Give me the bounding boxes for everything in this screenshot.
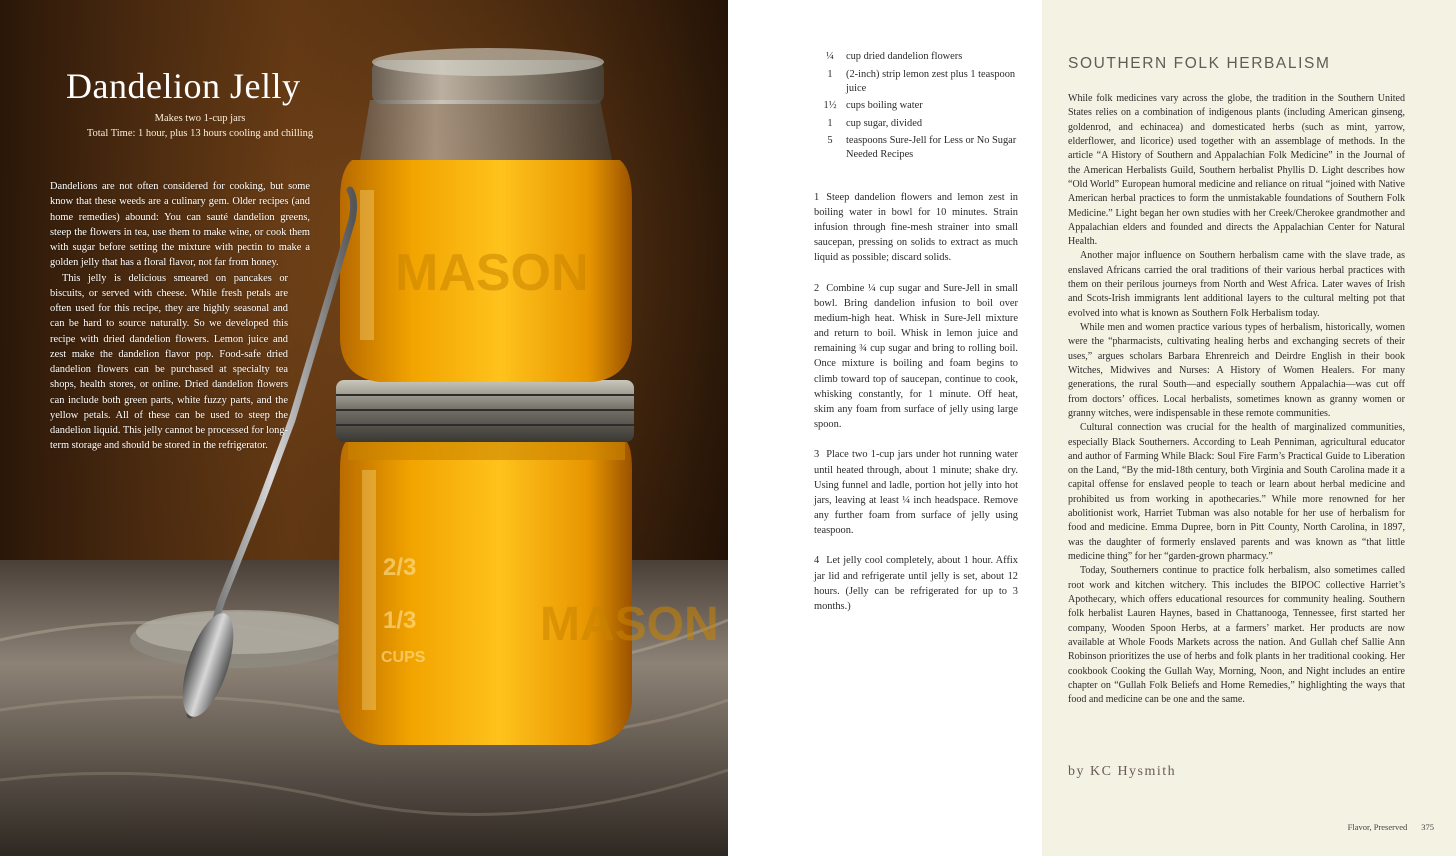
page-number: 375 xyxy=(1421,822,1434,832)
ingredient-item xyxy=(814,68,1034,96)
ingredient-text: cup sugar, divided xyxy=(846,117,923,129)
recipe-title: Dandelion Jelly xyxy=(66,66,301,106)
step-text: Let jelly cool completely, about 1 hour. Affix jar lid and refrigerate until jelly is set, about 12 hours. (Jelly can be refrigerated for up to 3 months.) xyxy=(814,555,1018,612)
ingredient-quantity: ¼ xyxy=(826,51,834,62)
recipe-total-time: Total Time: 1 hour, plus 13 hours cooling and chilling xyxy=(86,128,314,139)
middle-jar-lid xyxy=(336,380,634,442)
step-number: 1 xyxy=(814,192,820,203)
ingredient-item xyxy=(814,134,1034,162)
essay-paragraph: While men and women practice various types of herbalism, historically, women were the “pharmacists, cultivating healing herbs and exchanging secrets of their uses,” argues scholars Barbara Ehrenreich and Deirdre English in their book Witches, Midwives and Nurses: A History of Women Healers. For many generations, the rural South—and especially southern Appalachia—was cut off from doctors’ offices. Local herbalists, sometimes known as granny women or granny witches, were indispensable in these remote communities. xyxy=(1068,322,1405,419)
jar-measure-unit: CUPS xyxy=(381,649,426,666)
recipe-intro xyxy=(50,179,310,454)
herbalism-sidebar xyxy=(1042,0,1456,856)
page-footer xyxy=(1272,822,1434,832)
ingredient-text: teaspoons Sure-Jell for Less or No Sugar Needed Recipes xyxy=(846,135,1017,160)
ingredient-list xyxy=(814,50,1034,166)
sidebar-title: SOUTHERN FOLK HERBALISM xyxy=(1068,55,1331,72)
step-text: Place two 1-cup jars under hot running water until heated through, about 1 minute; shake dry. Using funnel and ladle, portion hot jelly into hot jars, leaving at least ¼ inch headspace. Remove any further foam from surface of jelly using teaspoon. xyxy=(814,449,1018,536)
step-text: Steep dandelion flowers and lemon zest in boiling water in bowl for 10 minutes. Strain infusion through fine-mesh strainer into small saucepan, pressing on solids to extract as much liquid as possible; discard solids. xyxy=(814,192,1018,264)
jar-embossing-bottom: MASON xyxy=(540,598,719,651)
top-jar xyxy=(340,48,632,382)
jar-measure-mid: 1/3 xyxy=(383,607,417,634)
method-step xyxy=(814,281,1018,432)
sidebar-essay xyxy=(1068,92,1405,707)
recipe-yield: Makes two 1-cup jars xyxy=(154,113,246,124)
ingredient-quantity: 1 xyxy=(827,117,833,129)
ingredient-quantity: 1½ xyxy=(823,100,837,111)
step-number: 2 xyxy=(814,282,820,294)
ingredient-item xyxy=(814,99,1034,113)
step-number: 4 xyxy=(814,555,820,567)
ingredient-quantity: 5 xyxy=(827,135,833,146)
recipe-instructions-page xyxy=(728,0,1042,856)
ingredient-text: cup dried dandelion flowers xyxy=(846,51,963,62)
step-text: Combine ¼ cup sugar and Sure-Jell in small bowl. Bring dandelion infusion to boil over medium-high heat. Whisk in Sure-Jell mixture and return to boil. Whisk in lemon juice and remaining ¾ cup sugar and bring to rolling boil. Once mixture is boiling and foam begins to climb toward top of saucepan, continue to cook, whisking constantly, for 1 minute. Off heat, skim any foam from surface of jelly using large spoon. xyxy=(814,282,1018,430)
method-step xyxy=(814,553,1018,613)
jar-embossing-top: MASON xyxy=(395,244,589,302)
author-byline: by KC Hysmith xyxy=(1068,764,1177,779)
method-step xyxy=(814,190,1018,265)
method-step xyxy=(814,447,1018,538)
jar-measure-top: 2/3 xyxy=(383,554,417,581)
step-number: 3 xyxy=(814,449,820,461)
method-steps xyxy=(814,190,1018,629)
essay-paragraph: Another major influence on Southern herbalism came with the slave trade, as enslaved Africans carried the oral traditions of their various herbal practices with them on their perilous journeys from North and West Africa. Later waves of Irish and Scots-Irish immigrants lent additional layers to the cultural melting pot that evolved into what is known as Southern Folk Herbalism today. xyxy=(1068,250,1405,319)
ingredient-item xyxy=(814,117,1034,131)
ingredient-text: cups boiling water xyxy=(846,100,923,111)
intro-paragraph: This jelly is delicious smeared on pancakes or biscuits, or served with cheese. While fresh petals are often used for this recipe, they are highly seasonal and can be hard to source naturally. So we developed this recipe with dried dandelion flowers. Lemon juice and zest make the dandelion flavor pop. Food-safe dried dandelion flowers can be purchased at specialty tea shops, health stores, or online. Dried dandelion flowers can include both green parts, white fuzzy parts, and the yellow petals. All of these can be used to steep the dandelion liquid. This jelly cannot be processed for long-term storage and should be stored in the refrigerator. xyxy=(50,272,288,452)
recipe-meta xyxy=(40,111,360,141)
running-footer-title: Flavor, Preserved xyxy=(1347,822,1408,832)
ingredient-quantity: 1 xyxy=(827,68,833,80)
intro-paragraph: Dandelions are not often considered for cooking, but some know that these weeds are a culinary gem. Older recipes (and home remedies) abound: You can sauté dandelion greens, steep the flowers in tea, use them to make wine, or cook them with sugar before setting the mixture with pectin to make a golden jelly that has a floral flavor, not far from honey. xyxy=(50,181,310,269)
essay-paragraph: Cultural connection was crucial for the health of marginalized communities, especially Black Southerners. According to Leah Penniman, agricultural educator and author of Farming While Black: Soul Fire Farm’s Practical Guide to Liberation on the Land, “By the mid-18th century, both Virginia and South Carolina made it a capital offense for enslaved people to teach or learn about herbal medicine and prohibited us from working in apothecaries.” While more renowned for her abolitionist work, Harriet Tubman was also notable for her use of herbalism for food and medicine. Emma Dupree, born in Pitt County, North Carolina, in 1897, was the daughter of formerly enslaved parents and was known as “that little medicine thing” for her “garden-grown pharmacy.” xyxy=(1068,422,1405,562)
essay-paragraph: Today, Southerners continue to practice folk herbalism, also sometimes called root work and kitchen witchery. This includes the BIPOC collective Harriet’s Apothecary, which offers educational resources for community healing. Southern folk herbalist Lauren Haynes, based in Chattanooga, Tennessee, first started her company, Wooden Spoon Herbs, at a farmers’ market. Her products are now available at Whole Foods Markets across the nation. And Gullah chef Sallie Ann Robinson prioritizes the use of herbs and folk plants in her traditional cooking. Her cookbook Cooking the Gullah Way, Morning, Noon, and Night includes an entire chapter on “Gullah Folk Beliefs and Home Remedies,” highlighting the ways that food and medicine can be one and the same. xyxy=(1068,565,1405,706)
ingredient-item xyxy=(814,50,1034,64)
essay-paragraph: While folk medicines vary across the globe, the tradition in the Southern United States relies on a combination of indigenous plants (including American ginseng, goldenrod, and echinacea) and domesticated herbs (such as mint, yarrow, elderflower, and licorice) used together with an assemblage of methods. In the article “A History of Southern and Appalachian Folk Medicine” in the Journal of the American Herbalists Guild, Southern herbalist Phyllis D. Light describes how “Old World” European humoral medicine and reliance on ritual “joined with Native American herbal practices to form the unmistakable foundations of Southern Folk Medicine.” Light began her own studies with her Creek/Cherokee grandmother and Appalachian elders and founded and directs the Appalachian Center for Natural Health. xyxy=(1068,93,1405,248)
ingredient-text: (2-inch) strip lemon zest plus 1 teaspoon juice xyxy=(846,68,1016,94)
